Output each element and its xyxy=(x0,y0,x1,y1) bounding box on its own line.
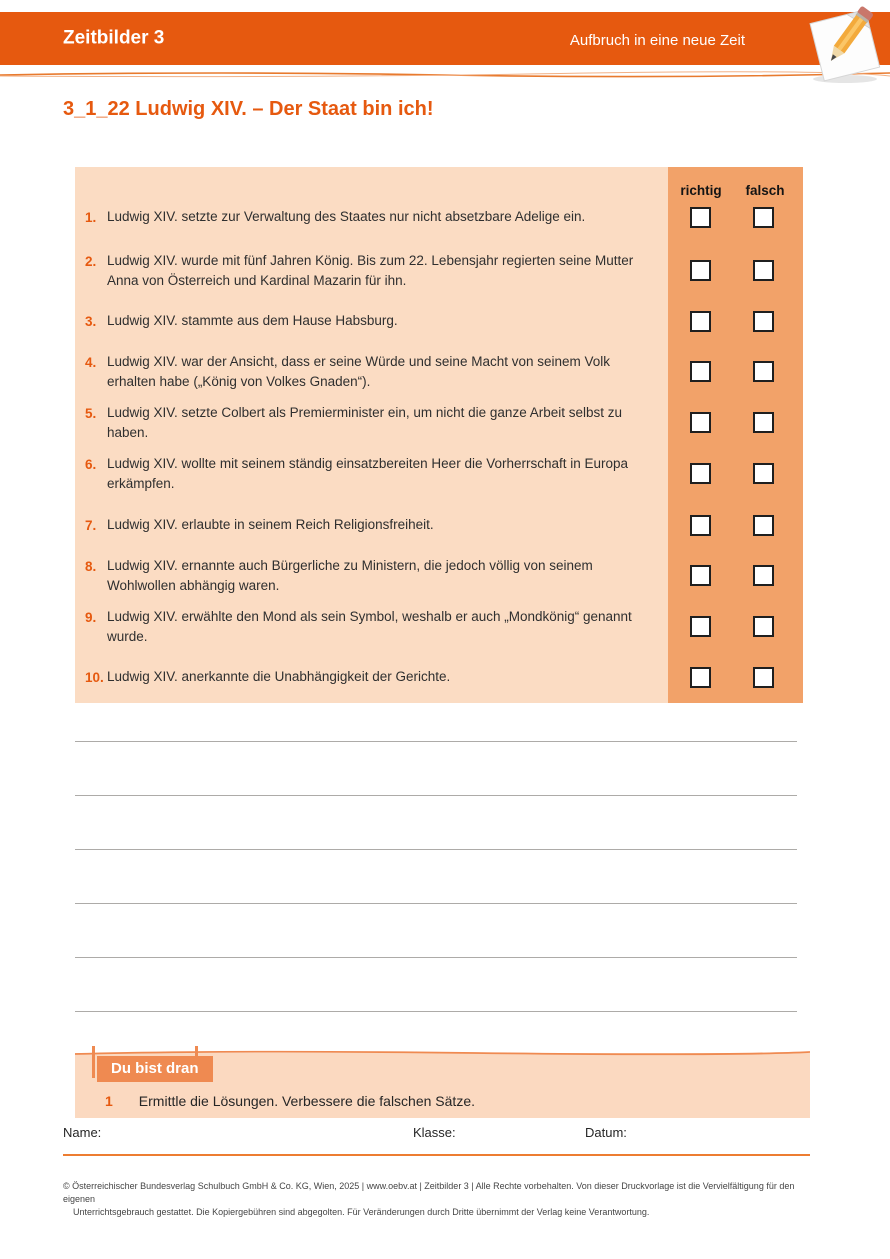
class-field-label: Klasse: xyxy=(413,1125,456,1140)
checkbox-richtig[interactable] xyxy=(690,260,711,281)
statement-text: Ludwig XIV. wollte mit seinem ständig einsatzbereiten Heer die Vorherrschaft in Europa erkämpfen. xyxy=(107,456,629,491)
checkbox-falsch[interactable] xyxy=(753,616,774,637)
student-fields xyxy=(63,1125,810,1143)
statement-number: 4. xyxy=(85,355,97,370)
pencil-paper-icon xyxy=(798,4,890,86)
checkbox-richtig[interactable] xyxy=(690,616,711,637)
statement-text: Ludwig XIV. war der Ansicht, dass er seine Würde und seine Macht von seinem Volk erhalten habe („König von Volkes Gnaden“). xyxy=(107,354,611,389)
du-bist-dran-badge: Du bist dran xyxy=(97,1056,213,1082)
checkbox-falsch[interactable] xyxy=(753,463,774,484)
column-label-richtig: richtig xyxy=(680,182,722,198)
statement-text: Ludwig XIV. erlaubte in seinem Reich Religionsfreiheit. xyxy=(107,517,434,532)
book-title: Zeitbilder 3 xyxy=(63,27,165,49)
checkbox-falsch[interactable] xyxy=(753,361,774,382)
page-title: 3_1_22 Ludwig XIV. – Der Staat bin ich! xyxy=(63,98,434,120)
answer-line[interactable] xyxy=(75,850,797,904)
checkbox-falsch[interactable] xyxy=(753,207,774,228)
answer-line[interactable] xyxy=(75,796,797,850)
name-field-label: Name: xyxy=(63,1125,102,1140)
statement-row xyxy=(75,352,803,403)
statement-number: 5. xyxy=(85,406,97,421)
statement-number: 6. xyxy=(85,457,97,472)
statement-row xyxy=(75,556,803,607)
statement-text: Ludwig XIV. anerkannte die Unabhängigkeit der Gerichte. xyxy=(107,669,451,684)
statement-number: 9. xyxy=(85,610,97,625)
answer-line[interactable] xyxy=(75,742,797,796)
checkbox-falsch[interactable] xyxy=(753,412,774,433)
checkbox-richtig[interactable] xyxy=(690,667,711,688)
statement-number: 2. xyxy=(85,254,97,269)
task-band xyxy=(75,1053,810,1118)
statement-text: Ludwig XIV. wurde mit fünf Jahren König. Bis zum 22. Lebensjahr regierten seine Mutter Anna von Österreich und Kardinal Mazarin für ihn. xyxy=(107,253,634,288)
checkbox-richtig[interactable] xyxy=(690,207,711,228)
checkbox-richtig[interactable] xyxy=(690,311,711,332)
imprint-line-2: Unterrichtsgebrauch gestattet. Die Kopiergebühren sind abgegolten. Für Veränderungen durch Dritte übernimmt der Verlag keine Verantwortung. xyxy=(73,1207,650,1217)
statement-text: Ludwig XIV. setzte Colbert als Premierminister ein, um nicht die ganze Arbeit selbst zu haben. xyxy=(107,405,622,440)
answer-lines xyxy=(75,703,797,1012)
task-text: Ermittle die Lösungen. Verbessere die falschen Sätze. xyxy=(138,1093,475,1109)
answer-line[interactable] xyxy=(75,904,797,958)
statements-rows xyxy=(75,207,803,703)
date-field-label: Datum: xyxy=(585,1125,627,1140)
checkbox-falsch[interactable] xyxy=(753,311,774,332)
badge-brush-tick xyxy=(92,1046,95,1078)
imprint-line-1: © Österreichischer Bundesverlag Schulbuch GmbH & Co. KG, Wien, 2025 | www.oebv.at | Zeitbilder 3 | Alle Rechte vorbehalten. Von dieser Druckvorlage ist die Vervielfältigung für den eigenen xyxy=(63,1181,795,1204)
statement-text: Ludwig XIV. setzte zur Verwaltung des Staates nur nicht absetzbare Adelige ein. xyxy=(107,209,586,224)
statement-text: Ludwig XIV. stammte aus dem Hause Habsburg. xyxy=(107,313,398,328)
statement-row xyxy=(75,207,803,251)
statements-table xyxy=(75,167,803,703)
statement-number: 10. xyxy=(85,670,104,685)
table-header xyxy=(75,167,803,207)
statement-row xyxy=(75,667,803,703)
header-divider-wave xyxy=(0,69,890,81)
statement-number: 3. xyxy=(85,314,97,329)
task-number: 1 xyxy=(105,1093,113,1109)
statement-number: 8. xyxy=(85,559,97,574)
statement-row xyxy=(75,311,803,352)
checkbox-falsch[interactable] xyxy=(753,667,774,688)
statement-text: Ludwig XIV. erwählte den Mond als sein Symbol, weshalb er auch „Mondkönig“ genannt wurde. xyxy=(107,609,632,644)
checkbox-richtig[interactable] xyxy=(690,361,711,382)
checkbox-richtig[interactable] xyxy=(690,412,711,433)
checkbox-richtig[interactable] xyxy=(690,565,711,586)
checkbox-richtig[interactable] xyxy=(690,515,711,536)
chapter-title: Aufbruch in eine neue Zeit xyxy=(569,31,745,49)
statement-row xyxy=(75,454,803,515)
statement-row xyxy=(75,607,803,667)
checkbox-richtig[interactable] xyxy=(690,463,711,484)
checkbox-falsch[interactable] xyxy=(753,515,774,536)
statement-number: 1. xyxy=(85,210,97,225)
bottom-rule xyxy=(63,1154,810,1156)
checkbox-falsch[interactable] xyxy=(753,260,774,281)
statement-number: 7. xyxy=(85,518,97,533)
statement-text: Ludwig XIV. ernannte auch Bürgerliche zu Ministern, die jedoch völlig von seinem Wohlwollen abhängig waren. xyxy=(107,558,593,593)
statement-row xyxy=(75,403,803,454)
checkbox-falsch[interactable] xyxy=(753,565,774,586)
answer-line[interactable] xyxy=(75,958,797,1012)
statement-row xyxy=(75,251,803,311)
header-bar xyxy=(0,12,890,65)
column-label-falsch: falsch xyxy=(745,182,785,198)
statement-row xyxy=(75,515,803,556)
answer-line[interactable] xyxy=(75,703,797,742)
imprint xyxy=(63,1180,823,1219)
